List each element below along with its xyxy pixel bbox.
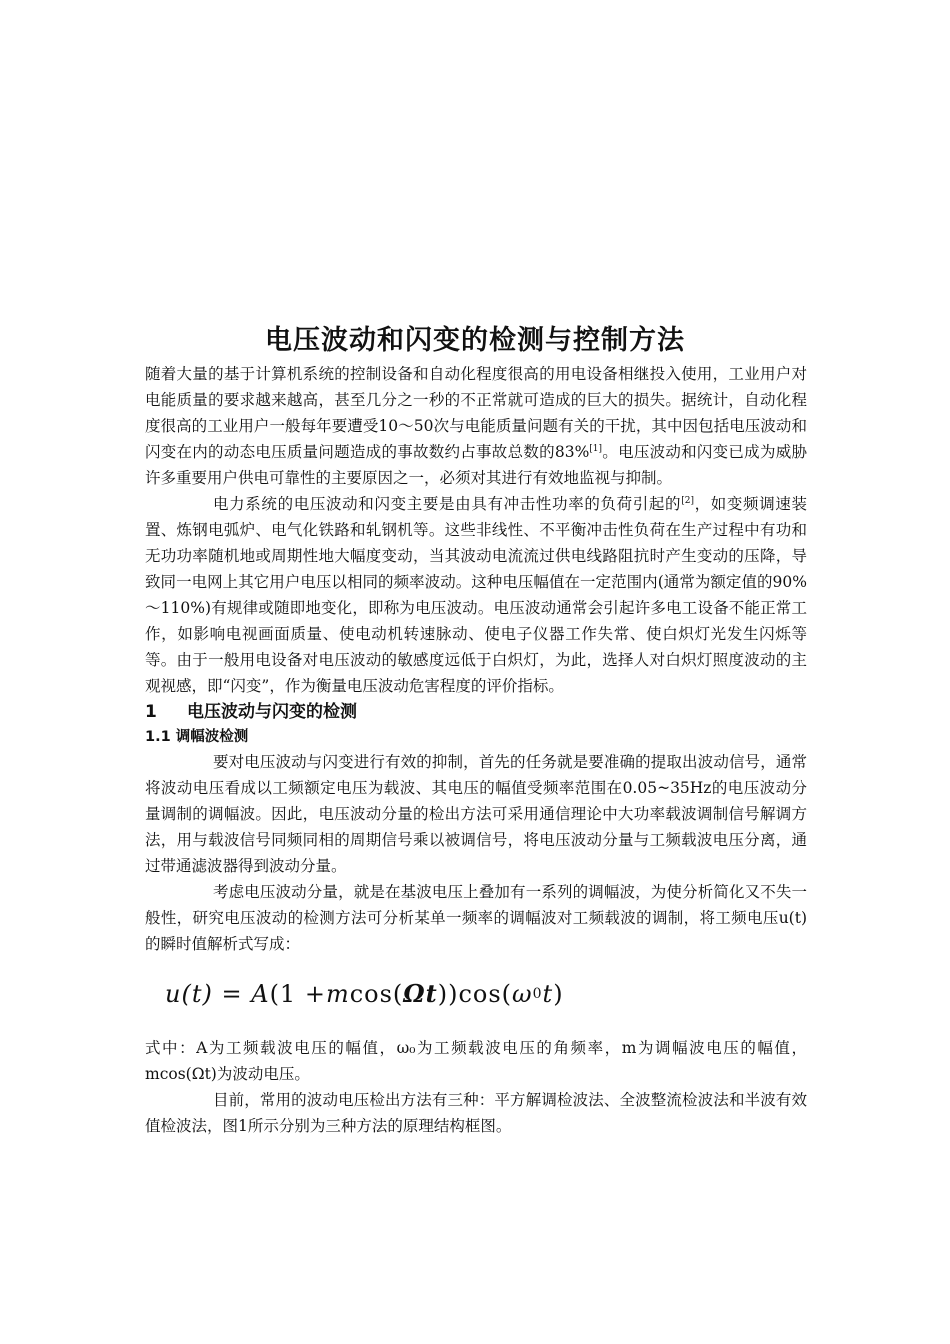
citation-1: [1] bbox=[589, 443, 603, 454]
intro-paragraph-2-text-a: 电力系统的电压波动和闪变主要是由具有冲击性功率的负荷引起的 bbox=[213, 495, 682, 513]
section-paragraph-6: 目前，常用的波动电压检出方法有三种：平方解调检波法、全波整流检波法和半波有效值检波法，图1所示分别为三种方法的原理结构框图。 bbox=[145, 1091, 807, 1135]
intro-paragraph-2-text-b: ，如变频调速装置、炼钢电弧炉、电气化铁路和轧钢机等。这些非线性、不平衡冲击性负荷在生产过程中有功和无功功率随机地或周期性地大幅度变动，当其波动电流流过供电线路阻抗时产生变动的压降，导致同一电网上其它用户电压以相同的频率波动。这种电压幅值在一定范围内(通常为额定值的90%～110%)有规律或随即地变化，即称为电压波动。电压波动通常会引起许多电工设备不能正常工作，如影响电视画面质量、使电动机转速脉动、使电子仪器工作失常、使白炽灯光发生闪烁等等。由于一般用电设备对电压波动的敏感度远低于白炽灯，为此，选择人对白炽灯照度波动的主观视感，即“闪变”，作为衡量电压波动危害程度的评价指标。 bbox=[145, 495, 807, 695]
equation-lhs: u(t) bbox=[165, 980, 213, 1008]
equation-open: (1 + bbox=[269, 980, 326, 1008]
equation-equals: = bbox=[221, 980, 243, 1008]
subsection-1-1-heading: 1.1 调幅波检测 bbox=[145, 729, 249, 745]
equation-m: m bbox=[325, 980, 350, 1008]
equation-amplitude: A bbox=[251, 980, 270, 1008]
section-1-title: 电压波动与闪变的检测 bbox=[187, 702, 357, 722]
equation-omega-t: Ωt bbox=[403, 979, 438, 1008]
citation-2: [2] bbox=[681, 495, 694, 506]
equation-ut: u(t) = A (1 + m cos ( Ωt ))cos( ω 0 t ) bbox=[165, 979, 564, 1008]
equation-cos-1: cos bbox=[349, 980, 393, 1008]
intro-paragraph-1-text-a: 随着大量的基于计算机系统的控制设备和自动化程度很高的用电设备相继投入使用，工业用户对电能质量的要求越来越高，甚至几分之一秒的不正常就可造成的巨大的损失。据统计，自动化程度很高的工业用户一般每年要遭受10～50次与电能质量问题有关的干扰，其中因包括电压波动和闪变在内的动态电压质量问题造成的事故数约占事故总数的83% bbox=[145, 365, 807, 461]
section-paragraph-4: 考虑电压波动分量，就是在基波电压上叠加有一系列的调幅波，为使分析简化又不失一般性，研究电压波动的检测方法可分析某单一频率的调幅波对工频载波的调制，将工频电压u(t)的瞬时值解析式写成： bbox=[145, 883, 807, 953]
section-1-number: 1 bbox=[145, 702, 157, 722]
equation-t: t bbox=[542, 980, 554, 1008]
equation-omega0: ω bbox=[512, 980, 533, 1008]
intro-paragraph-1 bbox=[145, 361, 807, 491]
section-paragraph-5: 式中：A为工频载波电压的幅值，ω₀为工频载波电压的角频率，m为调幅波电压的幅值，mcos(Ωt)为波动电压。 bbox=[145, 1039, 807, 1083]
equation-subscript-0: 0 bbox=[532, 986, 543, 1002]
document-body bbox=[145, 361, 807, 1139]
equation-close: ))cos( bbox=[437, 980, 513, 1008]
document-title: 电压波动和闪变的检测与控制方法 bbox=[265, 325, 685, 356]
intro-paragraph-2 bbox=[145, 491, 807, 699]
equation-end: ) bbox=[553, 980, 564, 1008]
intro-paragraph-1-text-b: 。电压波动和闪变已成为威胁许多重要用户供电可靠性的主要原因之一，必须对其进行有效地监视与抑制。 bbox=[145, 443, 807, 487]
section-1-heading bbox=[145, 699, 807, 725]
section-paragraph-3: 要对电压波动与闪变进行有效的抑制，首先的任务就是要准确的提取出波动信号，通常将波动电压看成以工频额定电压为载波、其电压的幅值受频率范围在0.05~35Hz的电压波动分量调制的调幅波。因此，电压波动分量的检出方法可采用通信理论中大功率载波调制信号解调方法，用与载波信号同频同相的周期信号乘以被调信号，将电压波动分量与工频载波电压分离，通过带通滤波器得到波动分量。 bbox=[145, 753, 807, 875]
